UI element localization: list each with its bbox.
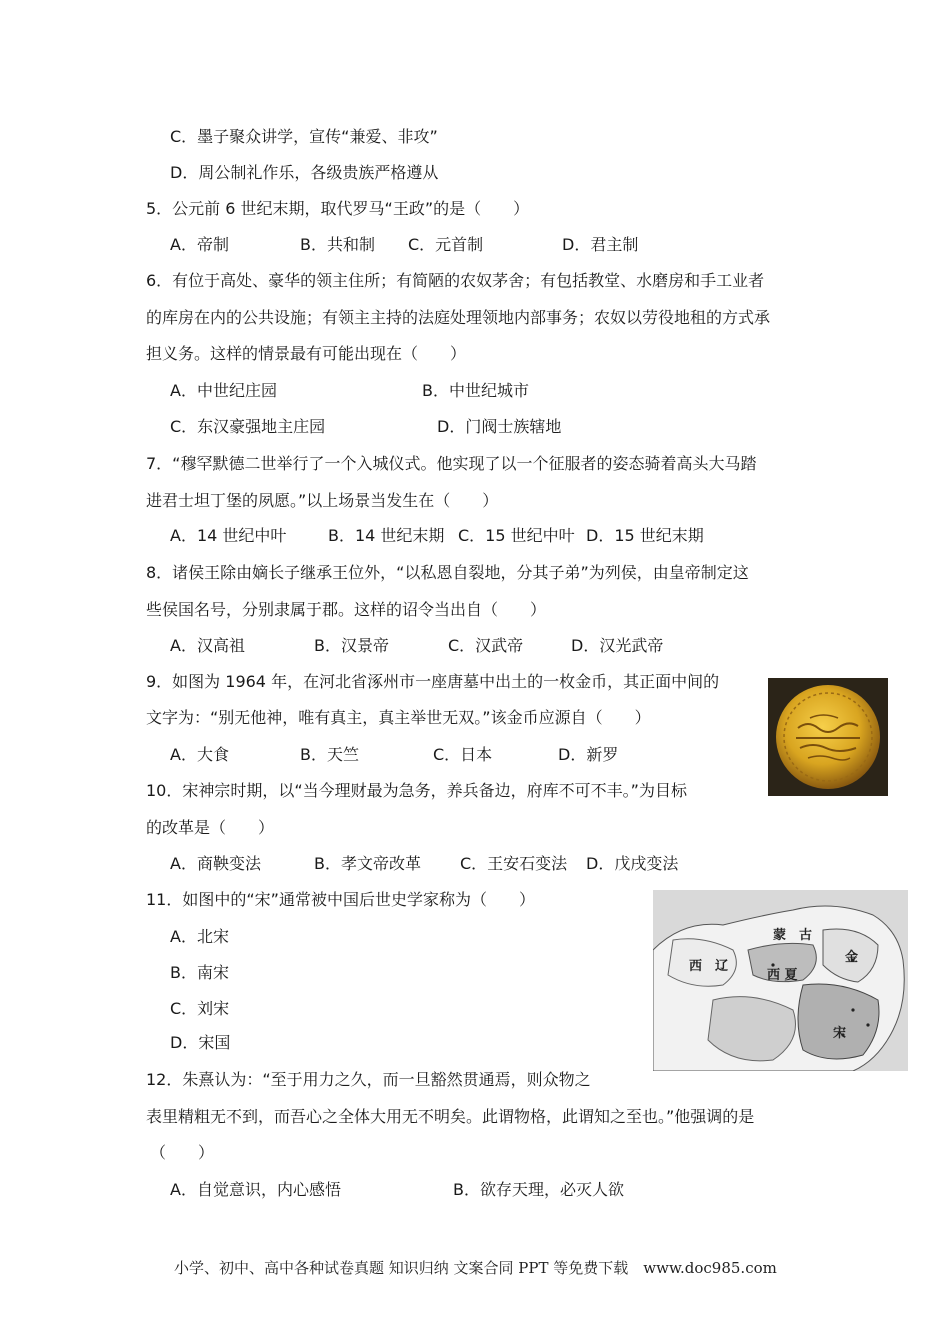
q8-option-a: A．汉高祖 xyxy=(170,636,245,655)
q6-stem-line-1: 6．有位于高处、豪华的领主住所；有简陋的农奴茅舍；有包括教堂、水磨房和手工业者 xyxy=(146,271,765,290)
q8-option-c: C．汉武帝 xyxy=(448,636,524,655)
q9-stem-line-1: 9．如图为 1964 年，在河北省涿州市一座唐墓中出土的一枚金币，其正面中间的 xyxy=(146,672,720,691)
q7-stem-line-1: 7．“穆罕默德二世举行了一个入城仪式。他实现了以一个征服者的姿态骑着高头大马踏 xyxy=(146,454,757,473)
q10-option-b: B．孝文帝改革 xyxy=(314,854,421,873)
q8-stem-line-1: 8．诸侯王除由嫡长子继承王位外，“以私恩自裂地，分其子弟”为列侯，由皇帝制定这 xyxy=(146,563,749,582)
map-label-xixia: 西 夏 xyxy=(767,968,798,983)
q11-option-c: C．刘宋 xyxy=(170,999,230,1018)
q7-stem-line-2: 进君士坦丁堡的夙愿。”以上场景当发生在（ ） xyxy=(146,491,499,510)
q8-stem-line-2: 些侯国名号，分别隶属于郡。这样的诏令当出自（ ） xyxy=(146,600,547,619)
q8-option-b: B．汉景帝 xyxy=(314,636,389,655)
q6-option-d: D．门阀士族辖地 xyxy=(437,417,562,436)
q9-stem-line-2: 文字为：“别无他神，唯有真主，真主举世无双。”该金币应源自（ ） xyxy=(146,708,651,727)
q8-option-d: D．汉光武帝 xyxy=(571,636,664,655)
q5-option-b: B．共和制 xyxy=(300,235,375,254)
map-label-song: 宋 xyxy=(833,1026,847,1041)
q10-option-a: A．商鞅变法 xyxy=(170,854,261,873)
map-label-menggu: 蒙 古 xyxy=(773,928,813,943)
q5-option-a: A．帝制 xyxy=(170,235,229,254)
q5-stem: 5．公元前 6 世纪末期，取代罗马“王政”的是（ ） xyxy=(146,199,530,218)
q6-stem-line-2: 的库房在内的公共设施；有领主主持的法庭处理领地内部事务；农奴以劳役地租的方式承 xyxy=(146,308,771,327)
q9-option-a: A．大食 xyxy=(170,745,229,764)
q6-stem-line-3: 担义务。这样的情景最有可能出现在（ ） xyxy=(146,344,467,363)
q4-option-c: C．墨子聚众讲学，宣传“兼爱、非攻” xyxy=(170,127,438,146)
q12-option-b: B．欲存天理，必灭人欲 xyxy=(453,1180,624,1199)
q6-option-c: C．东汉豪强地主庄园 xyxy=(170,417,326,436)
q11-option-b: B．南宋 xyxy=(170,963,229,982)
q10-stem-line-1: 10．宋神宗时期，以“当今理财最为急务，养兵备边，府库不可不丰。”为目标 xyxy=(146,781,687,800)
q9-option-b: B．天竺 xyxy=(300,745,359,764)
q4-option-d: D．周公制礼作乐，各级贵族严格遵从 xyxy=(170,163,439,182)
q12-stem-line-2: 表里精粗无不到，而吾心之全体大用无不明矣。此谓物格，此谓知之至也。”他强调的是 xyxy=(146,1107,755,1126)
q12-stem-line-1: 12．朱熹认为：“至于用力之久，而一旦豁然贯通焉，则众物之 xyxy=(146,1070,591,1089)
q9-option-d: D．新罗 xyxy=(558,745,619,764)
q10-stem-line-2: 的改革是（ ） xyxy=(146,818,275,837)
q7-option-a: A．14 世纪中叶 xyxy=(170,526,287,545)
q11-stem: 11．如图中的“宋”通常被中国后世史学家称为（ ） xyxy=(146,890,535,909)
q11-option-a: A．北宋 xyxy=(170,927,229,946)
page-footer: 小学、初中、高中各种试卷真题 知识归纳 文案合同 PPT 等免费下载 www.doc985.com xyxy=(174,1259,777,1277)
q7-option-b: B．14 世纪末期 xyxy=(328,526,445,545)
q5-option-d: D．君主制 xyxy=(562,235,639,254)
q12-option-a: A．自觉意识，内心感悟 xyxy=(170,1180,341,1199)
q11-option-d: D．宋国 xyxy=(170,1033,231,1052)
gold-coin-image xyxy=(768,678,888,796)
q10-option-c: C．王安石变法 xyxy=(460,854,568,873)
q10-option-d: D．戊戌变法 xyxy=(586,854,679,873)
map-label-jin: 金 xyxy=(845,950,859,965)
q7-option-c: C．15 世纪中叶 xyxy=(458,526,575,545)
map-label-xiliao: 西 辽 xyxy=(689,959,729,974)
q9-option-c: C．日本 xyxy=(433,745,493,764)
q6-option-b: B．中世纪城市 xyxy=(422,381,529,400)
q5-option-c: C．元首制 xyxy=(408,235,484,254)
q12-stem-line-3: （ ） xyxy=(150,1143,215,1162)
song-dynasty-map xyxy=(653,890,908,1071)
q6-option-a: A．中世纪庄园 xyxy=(170,381,277,400)
q7-option-d: D．15 世纪末期 xyxy=(586,526,704,545)
